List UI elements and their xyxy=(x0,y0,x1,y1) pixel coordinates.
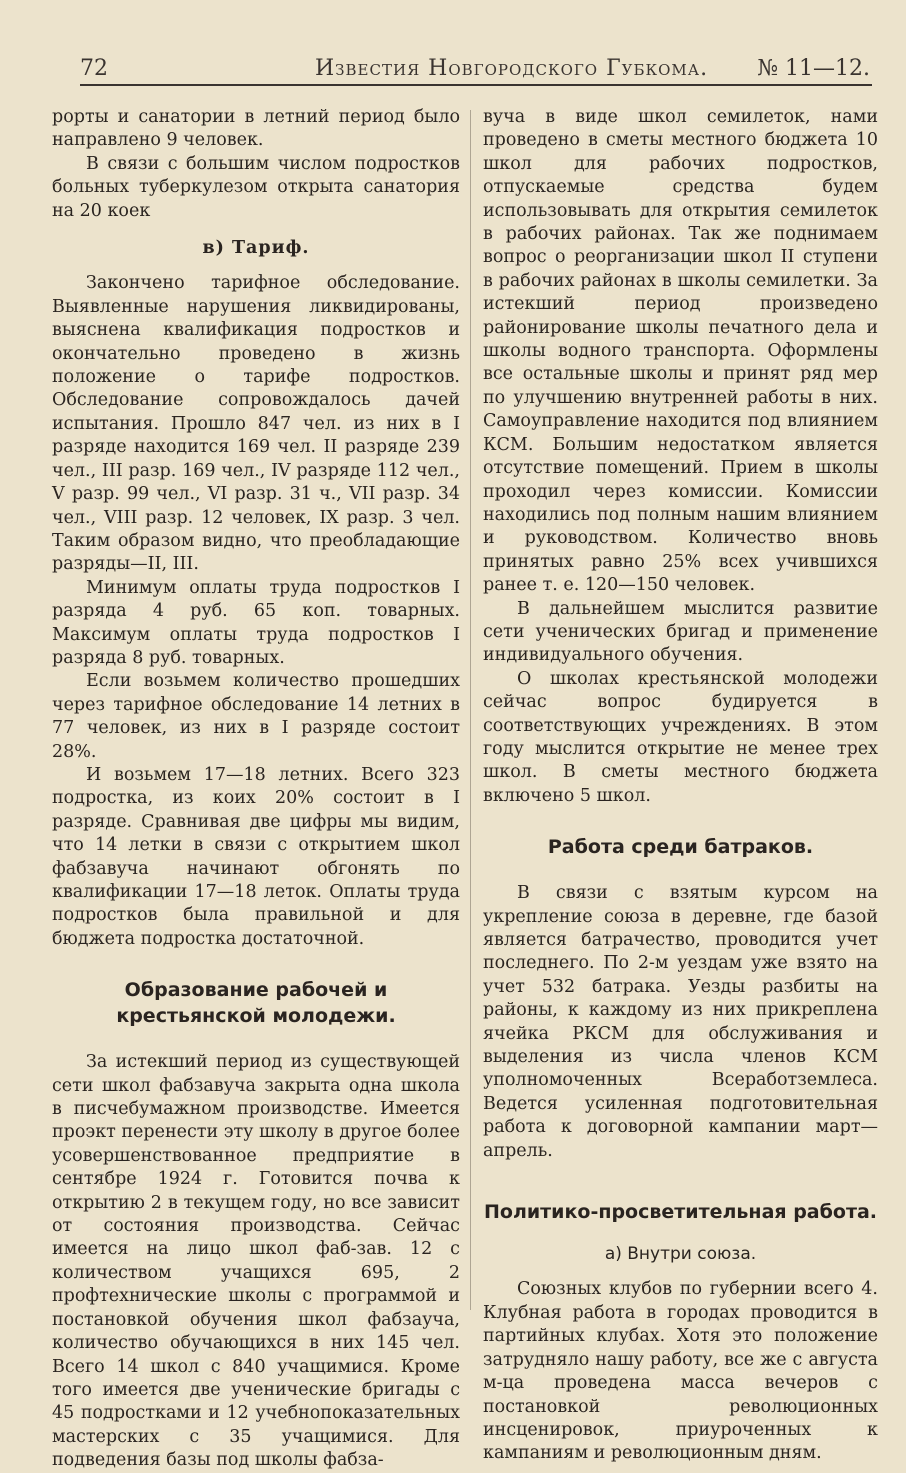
paragraph: Минимум оплаты труда подростков I разряда 4 руб. 65 коп. товарных. Максимум оплаты труда подростков I разряда 8 руб. товарных. xyxy=(52,577,460,668)
section-title-education: Образование рабочей и крестьянской молодежи. xyxy=(116,979,396,1028)
paragraph: вуча в виде школ семилеток, нами проведено в сметы местного бюджета 10 школ для рабочих подростков, отпускаемые средства будем использовывать для открытия семилеток в рабочих районах. Так же поднимаем вопрос о реорганизации школ II ступени в рабочих районах в школы семилетки. За истекший период произведено районирование школы печатного дела и школы водного транспорта. Оформлены все остальные школы и принят ряд мер по улучшению внутренней работы в них. Самоуправление находится под влиянием КСМ. Большим недостатком является отсутствие помещений. Прием в школы проходил через комиссии. Комиссии находились под полным нашим влиянием и руководством. Количество вновь принятых равно 25% всех учившихся ранее т. е. 120—150 человек. xyxy=(483,107,878,596)
section-title-batraks: Работа среди батраков. xyxy=(547,836,814,859)
column-divider xyxy=(470,110,471,1310)
paragraph: рорты и санатории в летний период было направлено 9 человек. xyxy=(52,107,460,151)
journal-title: Известия Новгородского Губкома. xyxy=(315,56,709,81)
section-title-political: Политико-просветительная работа. xyxy=(483,1201,877,1224)
paragraph: За истекший период из существующей сети школ фабзавуча закрыта одна школа в писчебумажном производстве. Имеется проэкт перенести эту школу в другое более усовершенствованное предприятие в сентябре 1924 г. Готовится почва к открытию 2 в текущем году, но все зависит от состояния производства. Сейчас имеется на лицо школ фаб-зав. 12 с количеством учащихся 695, 2 профтехнические школы с программой и постановкой обучения школ фабзауча, количество обучающихся в них 145 чел. Всего 14 школ с 840 учащимися. Кроме того имеется две ученические бригады с 45 подростками и 12 учебнопоказательных мастерских с 35 учащимися. Для подведения базы под школы фабза- xyxy=(52,1052,460,1471)
paragraph: И возьмем 17—18 летних. Всего 323 подростка, из коих 20% состоит в I разряде. Сравнивая две цифры мы видим, что 14 летки в связи с открытием школ фабзавуча начинают обгонять по квалификации 17—18 леток. Оплаты труда подростков была правильной и для бюджета подростка достаточной. xyxy=(52,764,460,949)
header-rule xyxy=(80,84,872,86)
section-subtitle-inside-union: а) Внутри союза. xyxy=(604,1244,757,1265)
issue-number: № 11—12. xyxy=(757,56,870,81)
paragraph: О школах крестьянской молодежи сейчас вопрос будируется в соответствующих учреждениях. В этом году мыслится открытие не менее трех школ. В сметы местного бюджета включено 5 школ. xyxy=(483,668,878,806)
section-subtitle-tariff: в) Тариф. xyxy=(202,238,310,259)
left-column xyxy=(52,106,460,1473)
right-column xyxy=(483,106,878,1466)
paragraph: Закончено тарифное обследование. Выявленные нарушения ликвидированы, выяснена квалификация подростков и окончательно проведено в жизнь положение о тарифе подростков. Обследование сопровождалось дачей испытания. Прошло 847 чел. из них в I разряде находится 169 чел. II разряде 239 чел., III разр. 169 чел., IV разряде 112 чел., V разр. 99 чел., VI разр. 31 ч., VII разр. 34 чел., VIII разр. 12 человек, IX разр. 3 чел. Таким образом видно, что преобладающие разряды—II, III. xyxy=(52,273,460,575)
paragraph: Если возьмем количество прошедших через тарифное обследование 14 летних в 77 человек, из них в I разряде состоит 28%. xyxy=(52,671,460,762)
paragraph: Союзных клубов по губернии всего 4. Клубная работа в городах проводится в партийных клубах. Хотя это положение затрудняло нашу работу, все же с августа м-ца проведена масса вечеров с постановкой революционных инсценировок, приуроченных к кампаниям и революционным дням. xyxy=(483,1279,878,1464)
paragraph: В дальнейшем мыслится развитие сети ученических бригад и применение индивидуального обучения. xyxy=(483,598,878,666)
page-number: 72 xyxy=(80,56,108,81)
paragraph: В связи с взятым курсом на укрепление союза в деревне, где базой является батрачество, проводится учет последнего. По 2-м уездам уже взято на учет 532 батрака. Уезды разбиты на районы, к каждому из них прикреплена ячейка РКСМ для обслуживания и выделения из числа членов КСМ уполномоченных Всеработземлеса. Ведется усиленная подготовительная работа к договорной кампании март—апрель. xyxy=(483,883,878,1161)
paragraph: В связи с большим числом подростков больных туберкулезом открыта санатория на 20 коек xyxy=(52,153,460,221)
